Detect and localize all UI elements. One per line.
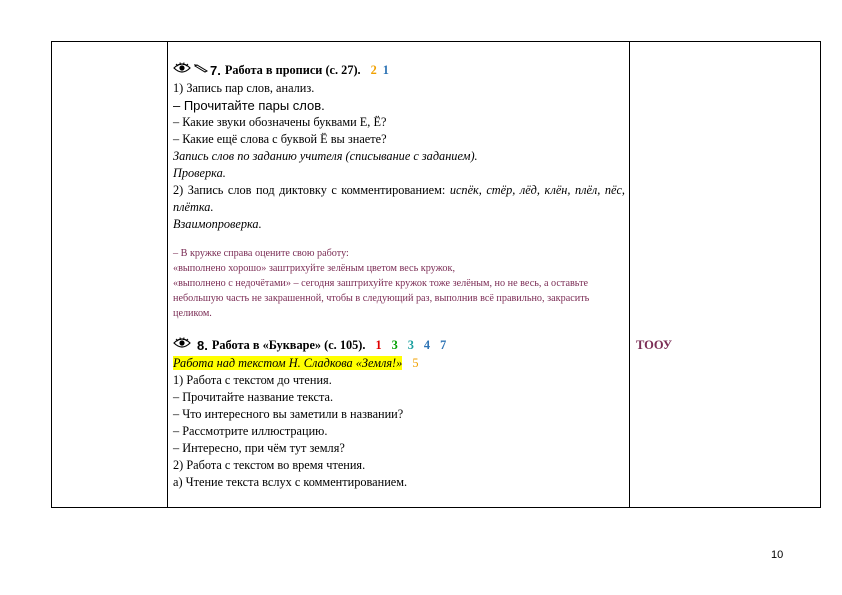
section-title: Работа в прописи (с. 27). [224, 62, 361, 77]
section-number: 8. [197, 337, 208, 353]
section-heading [173, 60, 625, 80]
section-number: 7. [210, 62, 221, 78]
text-line: – Прочитайте название текста. [173, 390, 334, 404]
text-line: – Прочитайте пары слов. [173, 98, 325, 113]
text-line: 1) Запись пар слов, анализ. [173, 81, 315, 95]
text-line: 2) Работа с текстом во время чтения. [173, 458, 366, 472]
lesson-content-cell [173, 60, 625, 491]
text-line: а) Чтение текста вслух с комментированием. [173, 475, 408, 489]
badge: 2 [370, 62, 377, 77]
text-line: Запись слов по заданию учителя (списывание с заданием). [173, 149, 478, 163]
dictation-words: испёк, стёр, лёд, клён, плёл, пёс, плётка. [173, 183, 625, 214]
text-line: – Рассмотрите иллюстрацию. [173, 424, 328, 438]
highlighted-task: Работа над текстом Н. Сладкова «Земля!» [173, 356, 403, 370]
badge: 3 [407, 337, 414, 352]
text-line: – Интересно, при чём тут земля? [173, 441, 345, 455]
note-line: – В кружке справа оцените свою работу: [173, 248, 349, 259]
note-line: «выполнено с недочётами» – сегодня заштрихуйте кружок тоже зелёным, но не весь, а оставьте небольшую часть не закрашенной, чтобы в следующий раз, выполнив всё правильно, закрасить целиком. [173, 278, 590, 319]
text-line: 1) Работа с текстом до чтения. [173, 373, 332, 387]
text-line [173, 355, 625, 372]
pen-icon [194, 62, 208, 79]
column-divider [167, 42, 168, 507]
column-divider [629, 42, 630, 507]
eye-icon [173, 62, 191, 79]
badge: 5 [412, 356, 419, 370]
text-line: Проверка. [173, 166, 226, 180]
lesson-table [51, 41, 821, 508]
badge: 1 [375, 337, 382, 352]
section-title: Работа в «Букваре» (с. 105). [211, 337, 366, 352]
text-line: – Какие ещё слова с буквой Ё вы знаете? [173, 132, 387, 146]
text-line: – Что интересного вы заметили в названии? [173, 407, 404, 421]
badge: 3 [391, 337, 398, 352]
note-line: «выполнено хорошо» заштрихуйте зелёным цветом весь кружок, [173, 263, 456, 274]
right-column-label: ТООУ [636, 338, 673, 352]
badge: 1 [382, 62, 389, 77]
text-line: 2) Запись слов под диктовку с комментированием: [173, 183, 450, 197]
text-line: Взаимопроверка. [173, 217, 262, 231]
badge: 4 [423, 337, 431, 352]
text-paragraph [173, 182, 625, 216]
section-heading [173, 335, 625, 355]
self-assessment-note [173, 246, 625, 321]
page-number: 10 [771, 549, 784, 561]
badge: 7 [440, 337, 447, 352]
eye-icon [173, 337, 191, 354]
text-line: – Какие звуки обозначены буквами Е, Ё? [173, 115, 387, 129]
